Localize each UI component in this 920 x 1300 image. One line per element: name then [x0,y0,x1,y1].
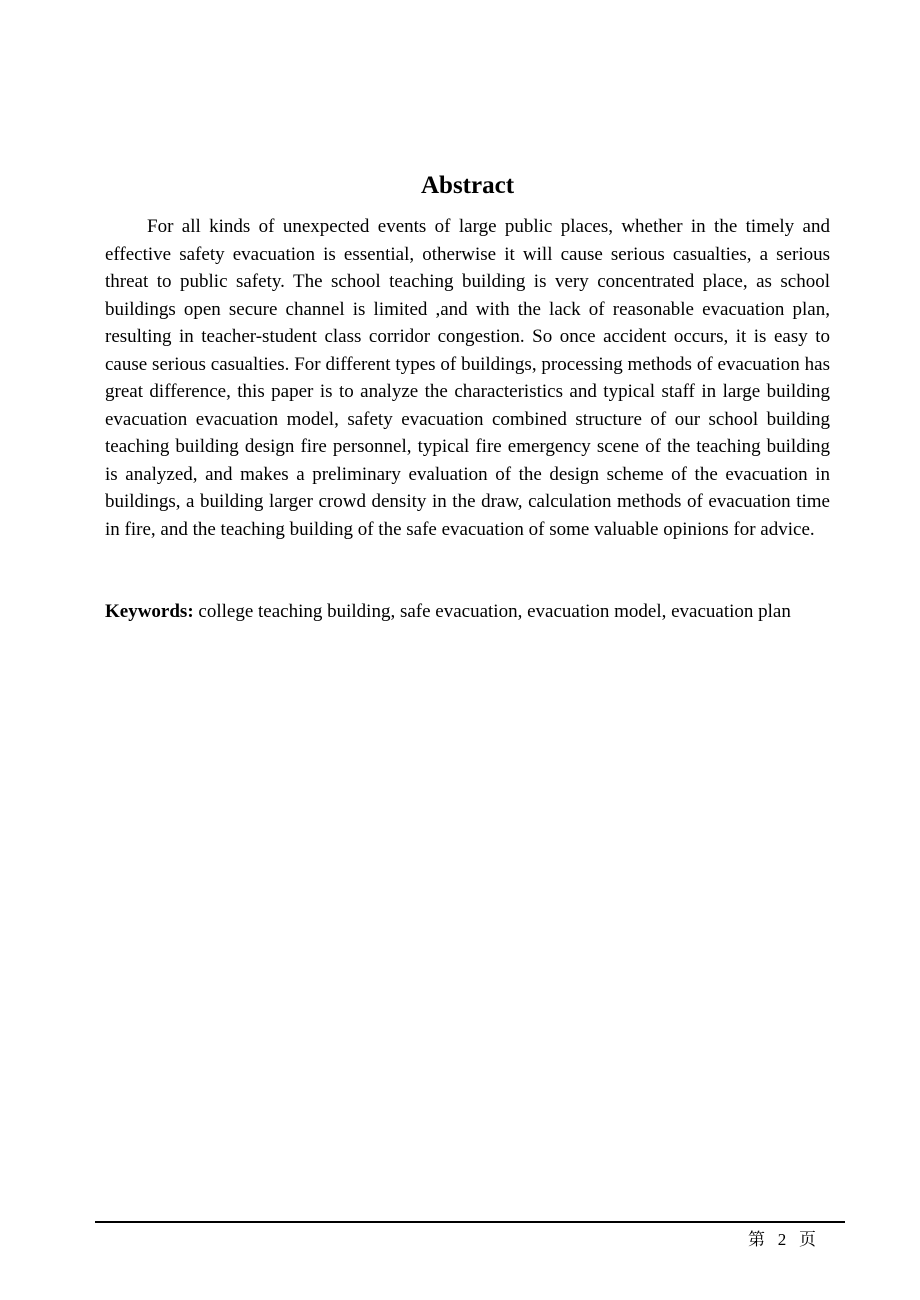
abstract-title: Abstract [420,172,515,199]
footer-divider [95,1221,845,1223]
keywords-label: Keywords: [105,601,194,622]
keywords-text: college teaching building, safe evacuation, evacuation model, evacuation plan [193,601,791,622]
abstract-body: For all kinds of unexpected events of large public places, whether in the timely and effective safety evacuation is essential, otherwise it will cause serious casualties, a serious threat to public safety. The school teaching building is very concentrated place, as school buildings open secure channel is limited ,and with the lack of reasonable evacuation plan, resulting in teacher-student class corridor congestion. So once accident occurs, it is easy to cause serious casualties. For different types of buildings, processing methods of evacuation has great difference, this paper is to analyze the characteristics and typical staff in large building evacuation evacuation model, safety evacuation combined structure of our school building teaching building design fire personnel, typical fire emergency scene of the teaching building is analyzed, and makes a preliminary evaluation of the design scheme of the evacuation in buildings, a building larger crowd density in the draw, calculation methods of evacuation time in fire, and the teaching building of the safe evacuation of some valuable opinions for advice. [105,216,830,540]
page-number: 第 2 页 [748,1230,816,1249]
keywords-line [105,598,830,626]
